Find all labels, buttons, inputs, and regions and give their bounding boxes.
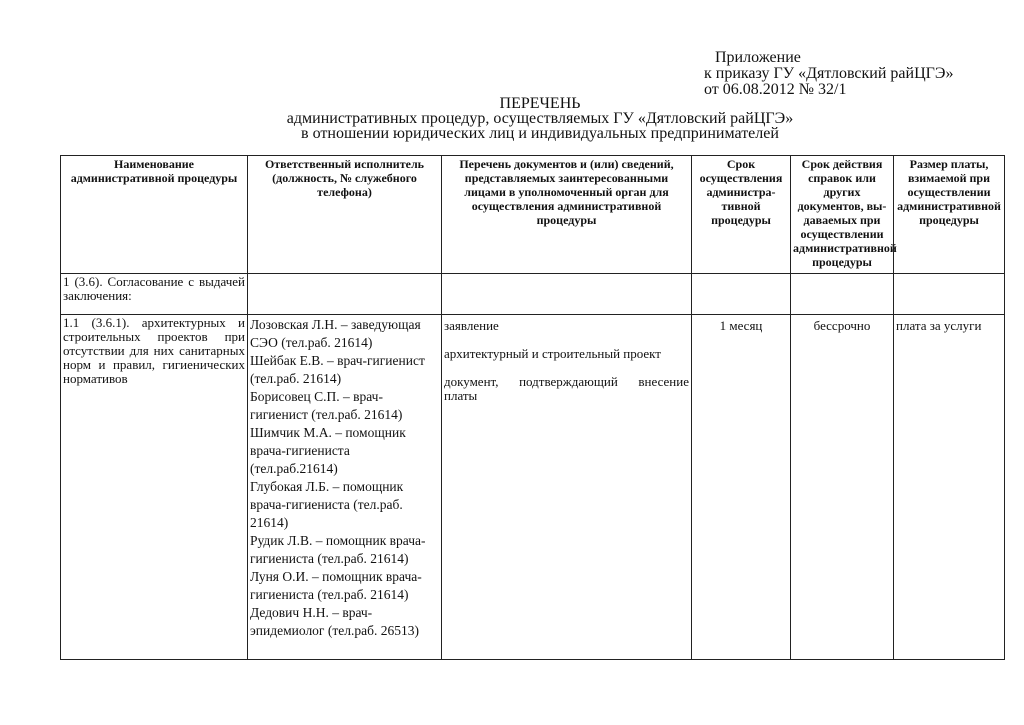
table-row [61,315,1005,660]
appendix-block [704,50,953,98]
header-documents: Перечень документов и (или) сведений, представляемых заинтересованными лицами в уполномоченный орган для осуществления административной процедуры [442,156,692,274]
executor-entry: Лозовская Л.Н. – заведующая СЭО (тел.раб. 21614) [250,317,421,350]
header-executor: Ответственный исполнитель (должность, № служебного телефона) [248,156,442,274]
header-term: Срок осуществления администра-тивной процедуры [692,156,791,274]
executor-entry: Борисовец С.П. – врач-гигиенист (тел.раб. 21614) [250,389,403,422]
table-group-row [61,274,1005,315]
group-cell-empty [791,274,894,315]
executor-entry: Луня О.И. – помощник врача-гигиениста (тел.раб. 21614) [250,569,422,602]
title-line-1: ПЕРЕЧЕНЬ [499,95,581,112]
executor-entry: Дедович Н.Н. – врач-эпидемиолог (тел.раб. 26513) [250,605,419,638]
procedure-fee: плата за услуги [894,315,1005,660]
procedures-table [60,155,1005,660]
header-procedure-name: Наименование административной процедуры [61,156,248,274]
executor-entry: Шимчик М.А. – помощник врача-гигиениста (тел.раб.21614) [250,425,406,476]
header-validity: Срок действия справок или других документов, вы-даваемых при осуществлении административной процедуры [791,156,894,274]
document-list [442,315,692,660]
executor-entry: Рудик Л.В. – помощник врача-гигиениста (тел.раб. 21614) [250,533,426,566]
document-title [0,96,1024,141]
title-line-2: административных процедур, осуществляемых ГУ «Дятловский райЦГЭ» [286,110,794,127]
group-cell-empty [692,274,791,315]
procedure-term: 1 месяц [692,315,791,660]
document-item: архитектурный и строительный проект [444,346,661,361]
title-line-3: в отношении юридических лиц и индивидуальных предпринимателей [301,125,779,142]
appendix-label: Приложение [715,49,801,66]
table-header-row [61,156,1005,274]
header-fee: Размер платы, взимаемой при осуществлении административной процедуры [894,156,1005,274]
group-procedure-name: 1 (3.6). Согласование с выдачей заключения: [61,274,248,315]
document-item: документ, подтверждающий внесение платы [444,374,689,403]
document-item: заявление [444,318,499,333]
executor-entry: Глубокая Л.Б. – помощник врача-гигиениста (тел.раб. 21614) [250,479,404,530]
procedure-name: 1.1 (3.6.1). архитектурных и строительных проектов при отсутствии для них санитарных норм и правил, гигиенических нормативов [61,315,248,660]
group-cell-empty [894,274,1005,315]
document-validity: бессрочно [791,315,894,660]
appendix-date: от 06.08.2012 № 32/1 [704,81,847,98]
executor-entry: Шейбак Е.В. – врач-гигиенист (тел.раб. 21614) [250,353,425,386]
group-cell-empty [442,274,692,315]
group-cell-empty [248,274,442,315]
appendix-order: к приказу ГУ «Дятловский райЦГЭ» [704,65,954,82]
executor-list [248,315,442,660]
